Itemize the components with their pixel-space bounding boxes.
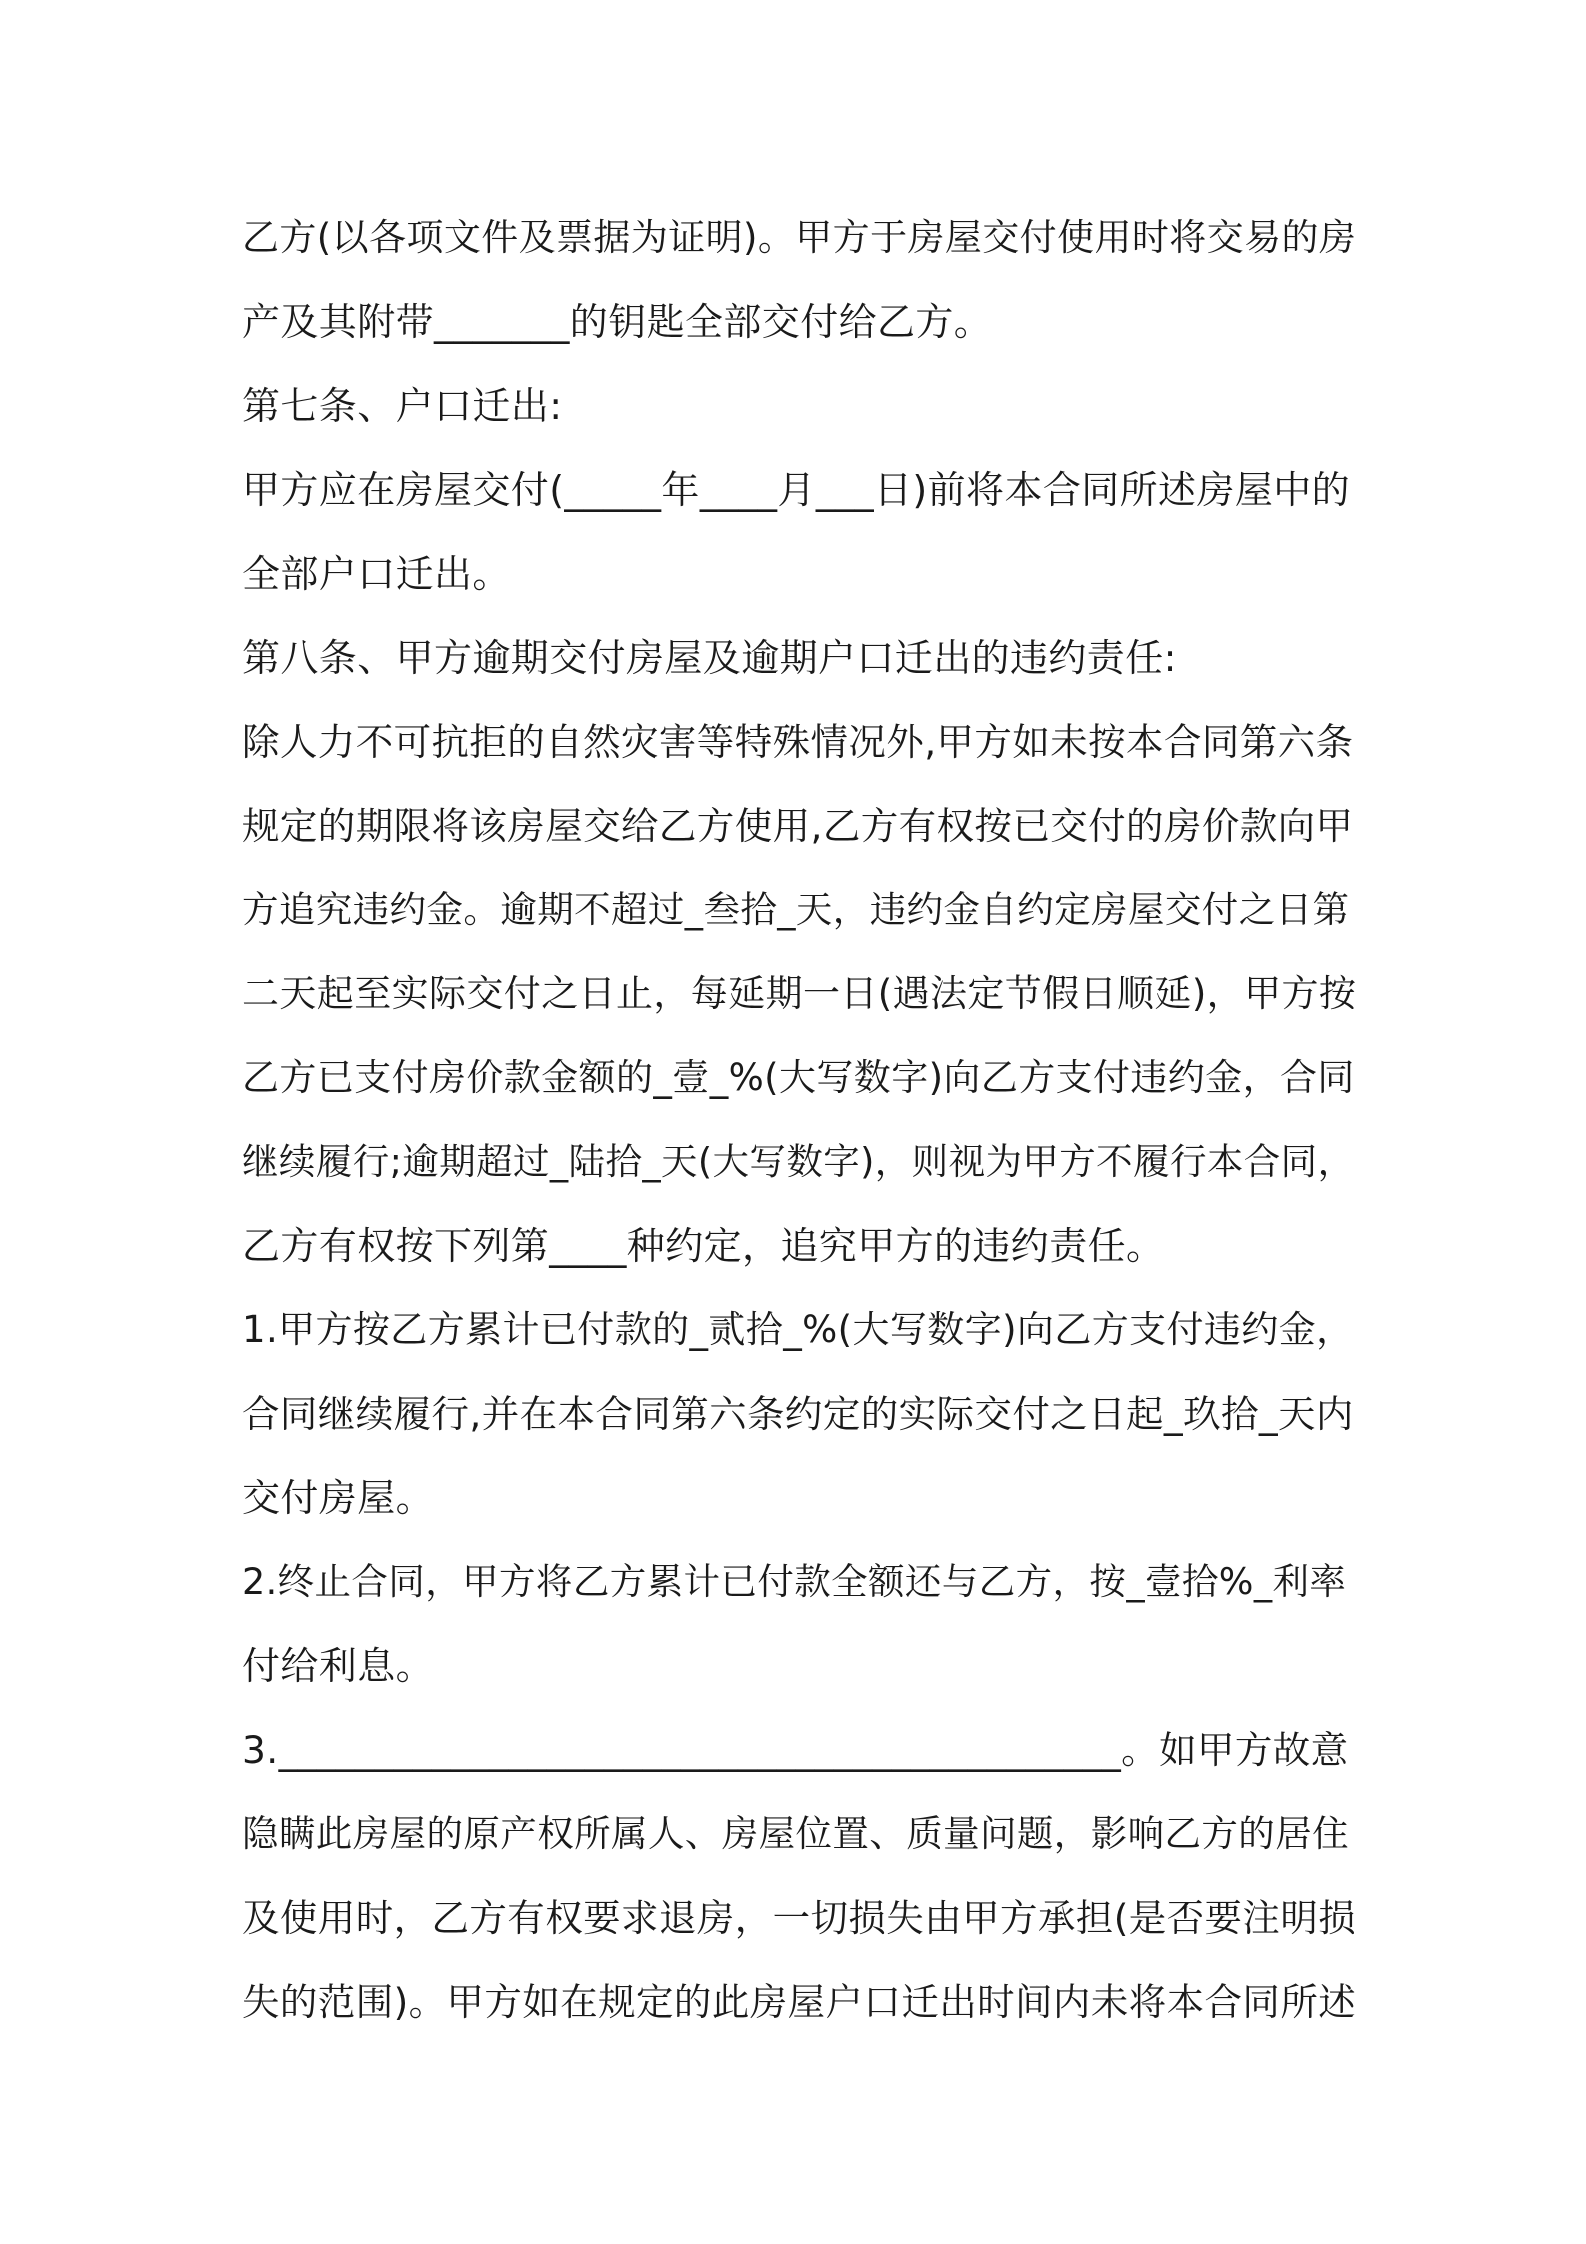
text-line: 交付房屋。 bbox=[242, 1476, 435, 1520]
text-line: 规定的期限将该房屋交给乙方使用,乙方有权按已交付的房价款向甲 bbox=[242, 804, 1354, 848]
text-line: 方追究违约金。逾期不超过_叁拾_天，违约金自约定房屋交付之日第 bbox=[242, 888, 1350, 931]
list-item-2: 2.终止合同，甲方将乙方累计已付款全额还与乙方，按_壹拾%_利率 bbox=[242, 1560, 1347, 1603]
text-line: 乙方(以各项文件及票据为证明)。甲方于房屋交付使用时将交易的房 bbox=[242, 216, 1357, 259]
text-line: 乙方已支付房价款金额的_壹_%(大写数字)向乙方支付违约金，合同 bbox=[242, 1056, 1355, 1099]
text-line: 及使用时，乙方有权要求退房，一切损失由甲方承担(是否要注明损 bbox=[242, 1896, 1357, 1940]
text-line: 合同继续履行,并在本合同第六条约定的实际交付之日起_玖拾_天内 bbox=[242, 1392, 1354, 1436]
text-line: 除人力不可抗拒的自然灾害等特殊情况外,甲方如未按本合同第六条 bbox=[242, 720, 1354, 764]
document-body bbox=[242, 196, 1357, 2044]
text-line: 失的范围)。甲方如在规定的此房屋户口迁出时间内未将本合同所述 bbox=[242, 1980, 1357, 2024]
text-line: 付给利息。 bbox=[242, 1644, 435, 1688]
text-line: 乙方有权按下列第____种约定，追究甲方的违约责任。 bbox=[242, 1224, 1165, 1268]
list-item-3: 3.____________________________________________。如甲方故意 bbox=[242, 1728, 1349, 1772]
section-heading-article-8: 第八条、甲方逾期交付房屋及逾期户口迁出的违约责任: bbox=[242, 636, 1177, 680]
text-line: 全部户口迁出。 bbox=[242, 552, 511, 596]
text-line: 甲方应在房屋交付(_____年____月___日)前将本合同所述房屋中的 bbox=[242, 468, 1351, 512]
list-item-1: 1.甲方按乙方累计已付款的_贰拾_%(大写数字)向乙方支付违约金， bbox=[242, 1308, 1354, 1351]
text-line: 隐瞒此房屋的原产权所属人、房屋位置、质量问题，影响乙方的居住 bbox=[242, 1812, 1349, 1855]
text-line: 继续履行;逾期超过_陆拾_天(大写数字)，则视为甲方不履行本合同， bbox=[242, 1140, 1355, 1183]
text-line: 二天起至实际交付之日止，每延期一日(遇法定节假日顺延)，甲方按 bbox=[242, 972, 1357, 1015]
text-line: 产及其附带_______的钥匙全部交付给乙方。 bbox=[242, 300, 993, 344]
section-heading-article-7: 第七条、户口迁出: bbox=[242, 384, 563, 428]
